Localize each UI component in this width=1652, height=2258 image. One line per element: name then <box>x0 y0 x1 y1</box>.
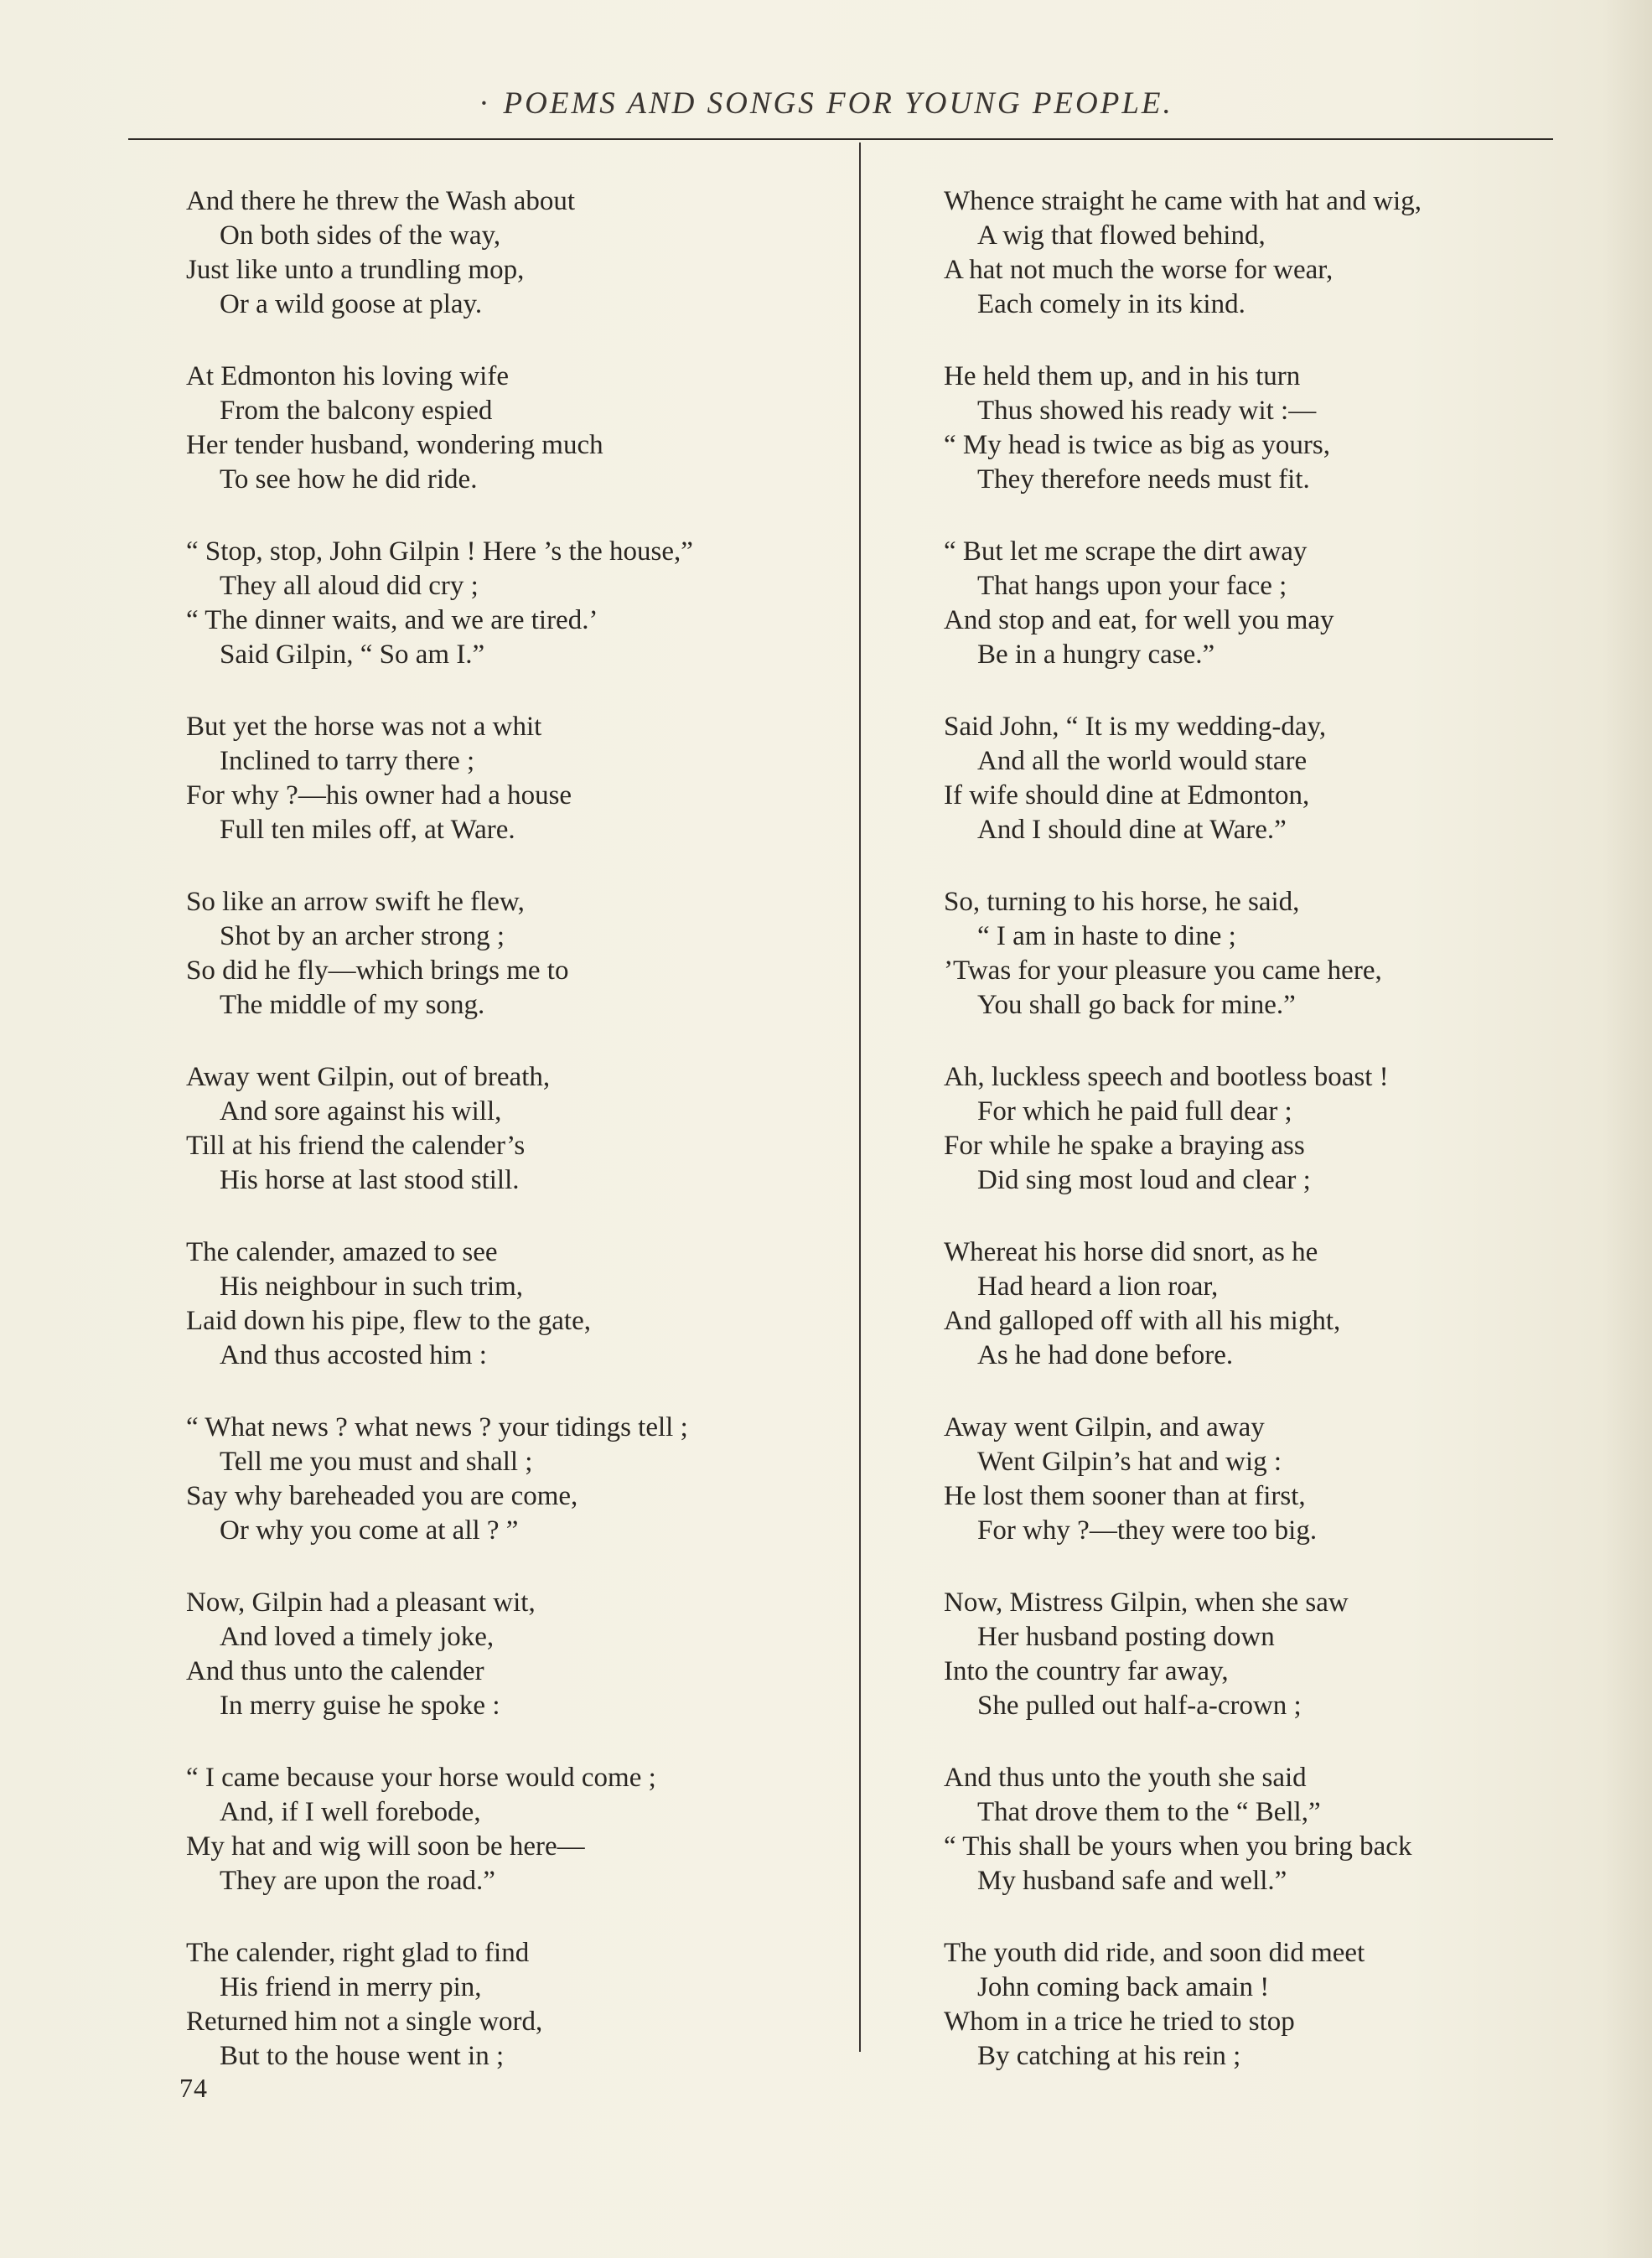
stanza <box>944 710 1598 847</box>
poem-line: And loved a timely joke, <box>220 1622 495 1652</box>
poem-line: For why ?—his owner had a house <box>186 780 572 810</box>
poem-line: From the balcony espied <box>220 396 493 426</box>
poem-line: To see how he did ride. <box>220 464 478 495</box>
stanza <box>944 360 1598 497</box>
poem-line: Now, Mistress Gilpin, when she saw <box>944 1587 1349 1618</box>
poem-line: For why ?—they were too big. <box>977 1515 1318 1546</box>
poem-line: Said John, “ It is my wedding-day, <box>944 712 1327 742</box>
stanza <box>186 535 840 672</box>
poem-line: But to the house went in ; <box>220 2041 505 2071</box>
poem-line: For which he paid full dear ; <box>977 1096 1292 1126</box>
poem-line: And thus unto the calender <box>186 1656 484 1686</box>
poem-line: Or why you come at all ? ” <box>220 1515 519 1546</box>
poem-line: Each comely in its kind. <box>977 289 1245 319</box>
poem-line: Or a wild goose at play. <box>220 289 483 319</box>
poem-line: On both sides of the way, <box>220 220 501 251</box>
poem-line: Returned him not a single word, <box>186 2007 543 2037</box>
poem-line: Whereat his horse did snort, as he <box>944 1237 1318 1267</box>
poem-line: At Edmonton his loving wife <box>186 361 509 391</box>
stanza <box>944 184 1598 322</box>
poem-line: The calender, amazed to see <box>186 1237 498 1267</box>
poem-line: Tell me you must and shall ; <box>220 1447 533 1477</box>
stanza <box>944 1586 1598 1723</box>
stanza <box>944 1411 1598 1548</box>
stanza <box>944 1761 1598 1898</box>
poem-line: Ah, luckless speech and bootless boast ! <box>944 1062 1389 1092</box>
stanza <box>944 1235 1598 1373</box>
poem-line: If wife should dine at Edmonton, <box>944 780 1310 810</box>
column-divider <box>859 142 861 2052</box>
running-head-text: POEMS AND SONGS FOR YOUNG PEOPLE. <box>503 86 1173 121</box>
poem-line: That hangs upon your face ; <box>977 571 1287 601</box>
poem-line: “ I am in haste to dine ; <box>977 921 1236 951</box>
stanza <box>186 1235 840 1373</box>
poem-line: They therefore needs must fit. <box>977 464 1310 495</box>
poem-line: He held them up, and in his turn <box>944 361 1301 391</box>
poem-line: His horse at last stood still. <box>220 1165 520 1195</box>
stanza <box>186 1060 840 1198</box>
poem-line: John coming back amain ! <box>977 1972 1270 2002</box>
poem-line: The calender, right glad to find <box>186 1938 530 1968</box>
stanza <box>186 184 840 322</box>
poem-line: “ This shall be yours when you bring back <box>944 1831 1412 1862</box>
poem-line: “ My head is twice as big as yours, <box>944 430 1330 460</box>
poem-line: And galloped off with all his might, <box>944 1306 1341 1336</box>
poem-line: His neighbour in such trim, <box>220 1271 524 1302</box>
poem-line: And there he threw the Wash about <box>186 186 576 216</box>
poem-line: Had heard a lion roar, <box>977 1271 1219 1302</box>
poem-line: Just like unto a trundling mop, <box>186 255 525 285</box>
stanza <box>186 360 840 497</box>
poem-line: He lost them sooner than at first, <box>944 1481 1306 1511</box>
poem-line: And I should dine at Ware.” <box>977 815 1287 845</box>
poem-line: My husband safe and well.” <box>977 1866 1287 1896</box>
poem-line: Whom in a trice he tried to stop <box>944 2007 1295 2037</box>
running-head <box>0 85 1652 122</box>
poem-line: Away went Gilpin, and away <box>944 1412 1265 1442</box>
poem-line: Laid down his pipe, flew to the gate, <box>186 1306 591 1336</box>
poem-line: His friend in merry pin, <box>220 1972 482 2002</box>
poem-line: In merry guise he spoke : <box>220 1691 500 1721</box>
page-number: 74 <box>179 2073 208 2103</box>
poem-line: Shot by an archer strong ; <box>220 921 505 951</box>
stanza <box>944 1936 1598 2074</box>
poem-line: By catching at his rein ; <box>977 2041 1241 2071</box>
poem-line: “ I came because your horse would come ; <box>186 1763 656 1793</box>
header-rule <box>128 138 1553 140</box>
stanza <box>186 885 840 1023</box>
poem-line: She pulled out half-a-crown ; <box>977 1691 1302 1721</box>
stanza <box>944 535 1598 672</box>
head-dot: · <box>479 86 492 121</box>
poem-line: And thus unto the youth she said <box>944 1763 1307 1793</box>
poem-line: Whence straight he came with hat and wig, <box>944 186 1422 216</box>
poem-line: A hat not much the worse for wear, <box>944 255 1334 285</box>
poem-line: And sore against his will, <box>220 1096 502 1126</box>
stanza <box>186 1411 840 1548</box>
poem-line: “ The dinner waits, and we are tired.’ <box>186 605 598 635</box>
poem-line: “ What news ? what news ? your tidings tell ; <box>186 1412 688 1442</box>
poem-line: They are upon the road.” <box>220 1866 495 1896</box>
poem-line: The middle of my song. <box>220 990 485 1020</box>
poem-line: Inclined to tarry there ; <box>220 746 475 776</box>
poem-line: Went Gilpin’s hat and wig : <box>977 1447 1282 1477</box>
right-column <box>944 184 1598 2111</box>
stanza <box>944 1060 1598 1198</box>
poem-line: The youth did ride, and soon did meet <box>944 1938 1365 1968</box>
page-edge-shadow <box>1602 0 1652 2258</box>
stanza <box>944 885 1598 1023</box>
poem-line: Away went Gilpin, out of breath, <box>186 1062 551 1092</box>
poem-line: So like an arrow swift he flew, <box>186 887 525 917</box>
poem-line: And, if I well forebode, <box>220 1797 481 1827</box>
poem-line: You shall go back for mine.” <box>977 990 1296 1020</box>
poem-line: They all aloud did cry ; <box>220 571 479 601</box>
poem-line: Her tender husband, wondering much <box>186 430 603 460</box>
poem-line: And all the world would stare <box>977 746 1308 776</box>
poem-line: Now, Gilpin had a pleasant wit, <box>186 1587 536 1618</box>
poem-line: My hat and wig will soon be here— <box>186 1831 585 1862</box>
poem-line: ’Twas for your pleasure you came here, <box>944 956 1382 986</box>
poem-line: Thus showed his ready wit :— <box>977 396 1317 426</box>
poem-line: Till at his friend the calender’s <box>186 1131 526 1161</box>
poem-line: And thus accosted him : <box>220 1340 487 1370</box>
poem-line: “ But let me scrape the dirt away <box>944 536 1308 567</box>
poem-line: Said Gilpin, “ So am I.” <box>220 640 485 670</box>
poem-line: So, turning to his horse, he said, <box>944 887 1300 917</box>
poem-line: Into the country far away, <box>944 1656 1229 1686</box>
poem-line: For while he spake a braying ass <box>944 1131 1305 1161</box>
stanza <box>186 1586 840 1723</box>
poem-line: A wig that flowed behind, <box>977 220 1266 251</box>
stanza <box>186 1936 840 2074</box>
poem-line: Be in a hungry case.” <box>977 640 1215 670</box>
poem-line: As he had done before. <box>977 1340 1234 1370</box>
poem-line: But yet the horse was not a whit <box>186 712 542 742</box>
stanza <box>186 1761 840 1898</box>
poem-line: That drove them to the “ Bell,” <box>977 1797 1321 1827</box>
left-column <box>186 184 840 2111</box>
poem-line: Her husband posting down <box>977 1622 1275 1652</box>
poem-line: So did he fly—which brings me to <box>186 956 569 986</box>
poem-line: And stop and eat, for well you may <box>944 605 1334 635</box>
poem-line: Say why bareheaded you are come, <box>186 1481 578 1511</box>
poem-line: “ Stop, stop, John Gilpin ! Here ’s the house,” <box>186 536 693 567</box>
poem-line: Did sing most loud and clear ; <box>977 1165 1311 1195</box>
stanza <box>186 710 840 847</box>
poem-line: Full ten miles off, at Ware. <box>220 815 515 845</box>
